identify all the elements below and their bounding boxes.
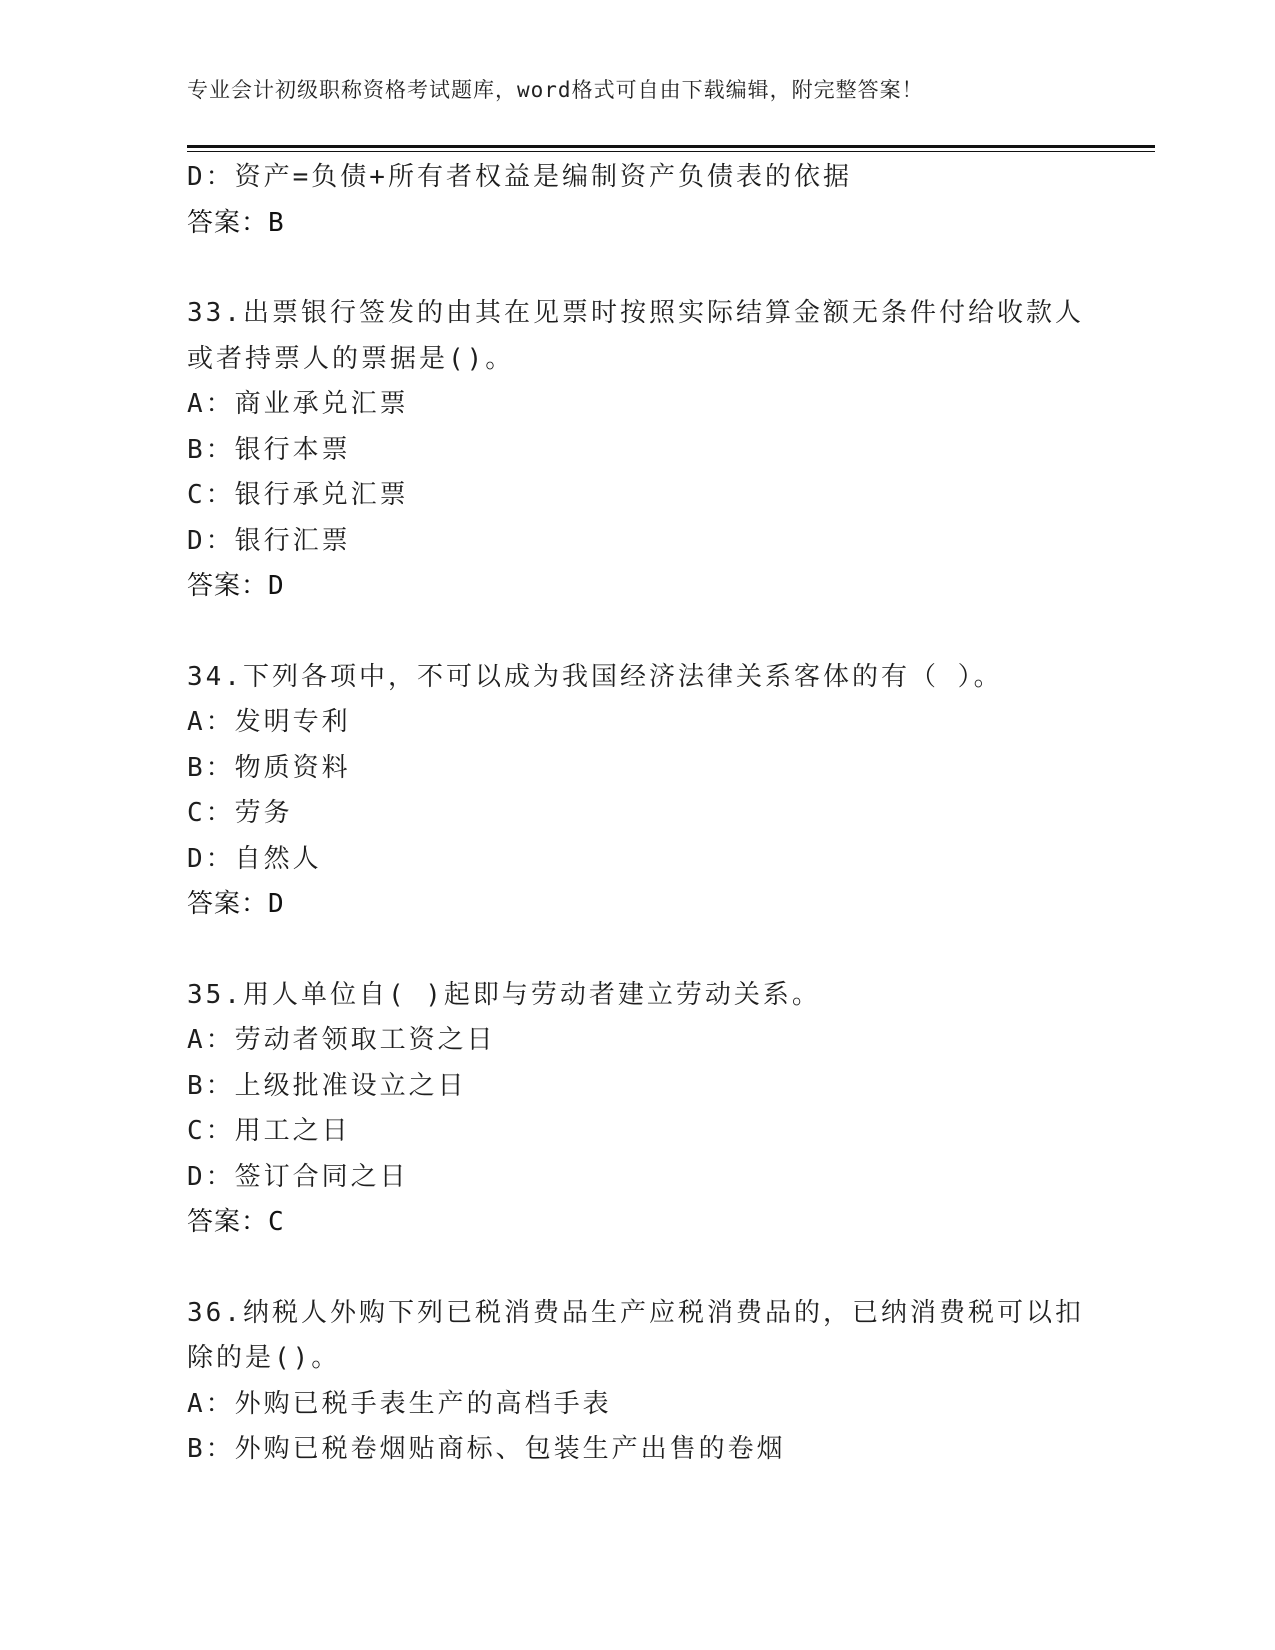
option-d: D：签订合同之日	[187, 1161, 409, 1192]
option-b: B：外购已税卷烟贴商标、包装生产出售的卷烟	[187, 1434, 786, 1464]
option-d: D：银行汇票	[187, 525, 351, 556]
option-b: B：银行本票	[187, 434, 351, 465]
question-stem: 或者持票人的票据是()。	[187, 343, 515, 374]
option-d: D：自然人	[187, 843, 322, 874]
spacer	[187, 246, 1087, 291]
answer-line: 答案：C	[187, 1207, 285, 1237]
answer-line: 答案：D	[187, 571, 285, 601]
question-33	[187, 291, 1087, 610]
page-header: 专业会计初级职称资格考试题库，word格式可自由下载编辑，附完整答案！	[187, 78, 924, 102]
option-b: B：上级批准设立之日	[187, 1070, 467, 1101]
spacer	[187, 1246, 1087, 1291]
option-c: C：用工之日	[187, 1116, 351, 1146]
question-stem: 36.纳税人外购下列已税消费品生产应税消费品的，已纳消费税可以扣	[187, 1297, 1084, 1328]
answer-line: 答案：B	[187, 207, 285, 238]
option-b: B：物质资料	[187, 752, 351, 783]
option-c: C：劳务	[187, 798, 293, 828]
question-36	[187, 1291, 1087, 1473]
header-rule-thin	[187, 151, 1155, 152]
option-a: A：商业承兑汇票	[187, 389, 409, 419]
question-34	[187, 655, 1087, 928]
option-a: A：外购已税手表生产的高档手表	[187, 1388, 612, 1419]
question-stem: 35.用人单位自( )起即与劳动者建立劳动关系。	[187, 979, 821, 1010]
spacer	[187, 610, 1087, 655]
question-35	[187, 973, 1087, 1246]
header-rule-thick	[187, 145, 1155, 148]
question-stem: 33.出票银行签发的由其在见票时按照实际结算金额无条件付给收款人	[187, 298, 1084, 328]
option-a: A：发明专利	[187, 707, 351, 737]
option-c: C：银行承兑汇票	[187, 480, 409, 510]
answer-line: 答案：D	[187, 889, 285, 919]
question-stem: 除的是()。	[187, 1343, 341, 1373]
question-content	[187, 155, 1087, 1473]
option-d: D：资产=负债+所有者权益是编制资产负债表的依据	[187, 162, 852, 192]
question-stem: 34.下列各项中，不可以成为我国经济法律关系客体的有（ ）。	[187, 661, 1003, 692]
option-a: A：劳动者领取工资之日	[187, 1025, 496, 1055]
spacer	[187, 928, 1087, 973]
